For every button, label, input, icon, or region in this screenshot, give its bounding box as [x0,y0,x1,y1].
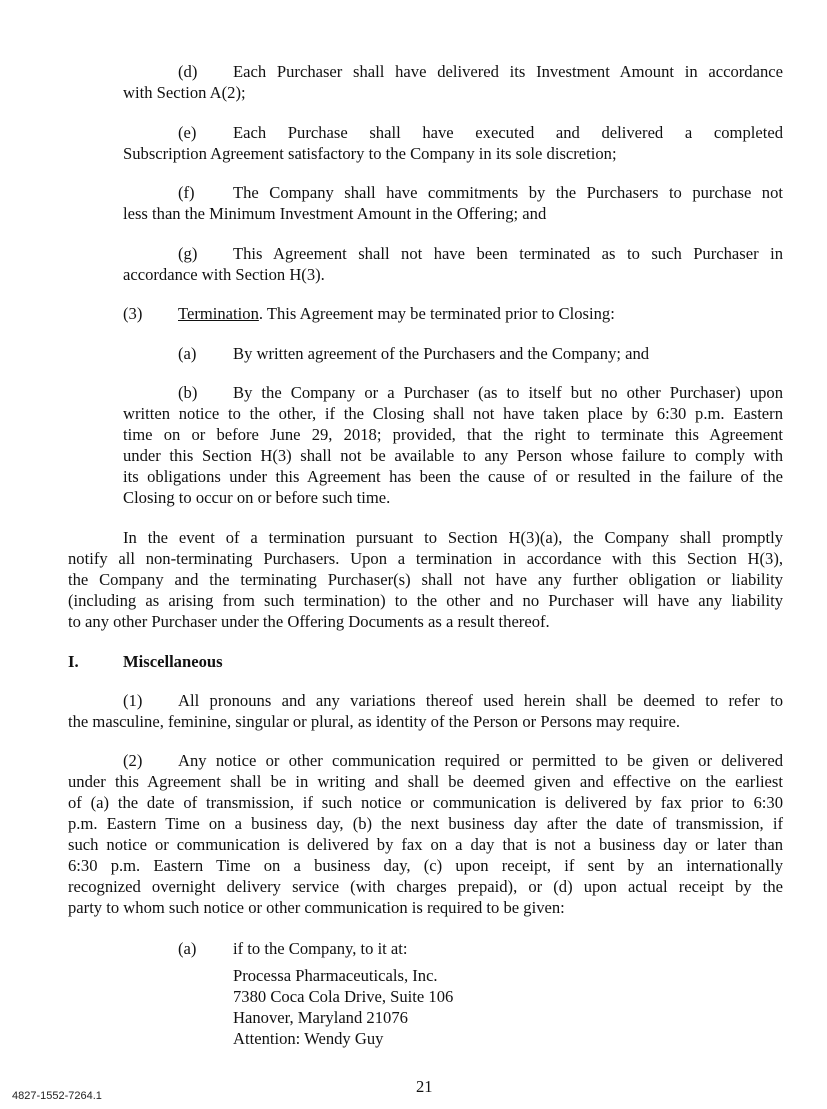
termination-effect-line: (including as arising from such termination) to the other and no Purchaser will have any liability [68,591,783,610]
item-g [123,243,783,285]
misc-2-label: (2) [123,751,143,770]
termination-b-line: its obligations under this Agreement has been the cause of or resulted in the failure of the [123,467,783,486]
misc-2-line: under this Agreement shall be in writing and shall be deemed given and effective on the earliest [68,772,783,791]
address-line-company-name: Processa Pharmaceuticals, Inc. [233,966,438,985]
termination-a-label: (a) [178,344,197,363]
termination-b-line: time on or before June 29, 2018; provided, that the right to terminate this Agreement [123,425,783,444]
termination-b [123,382,783,508]
item-e-line1: Each Purchase shall have executed and delivered a completed [233,123,783,142]
item-d [123,61,783,103]
misc-2-line: of (a) the date of transmission, if such notice or communication is delivered by fax prior to 6:30 [68,793,783,812]
item-e [123,122,783,164]
item-f-line2: less than the Minimum Investment Amount in the Offering; and [123,204,547,223]
termination-intro: . This Agreement may be terminated prior to Closing: [258,304,615,323]
termination-effect-line: to any other Purchaser under the Offering Documents as a result thereof. [68,612,550,631]
item-f-label: (f) [178,183,195,202]
termination-b-line: By the Company or a Purchaser (as to itself but no other Purchaser) upon [233,383,783,402]
notice-company [178,938,408,959]
misc-2-line: recognized overnight delivery service (with charges prepaid), or (d) upon actual receipt by the [68,877,783,896]
item-f-line1: The Company shall have commitments by the Purchasers to purchase not [233,183,783,202]
address-line-attention: Attention: Wendy Guy [233,1029,384,1048]
termination-b-line: Closing to occur on or before such time. [123,488,391,507]
item-g-line1: This Agreement shall not have been terminated as to such Purchaser in [233,244,783,263]
termination-label: (3) [123,304,143,323]
misc-2-line: 6:30 p.m. Eastern Time on a business day, (c) upon receipt, if sent by an internationally [68,856,783,875]
item-g-line2: accordance with Section H(3). [123,265,325,284]
misc-2-line: party to whom such notice or other communication is required to be given: [68,898,565,917]
termination-effect-line: In the event of a termination pursuant to Section H(3)(a), the Company shall promptly [123,528,783,547]
termination-a [178,343,649,364]
misc-2-line: p.m. Eastern Time on a business day, (b) the next business day after the date of transmission, if [68,814,783,833]
item-f [123,182,783,224]
company-address [233,965,453,1049]
misc-1-line: the masculine, feminine, singular or plural, as identity of the Person or Persons may require. [68,712,680,731]
item-e-label: (e) [178,123,197,142]
item-g-label: (g) [178,244,198,263]
termination-effect-line: notify all non-terminating Purchasers. Upon a termination in accordance with this Section H(3), [68,549,783,568]
termination-b-line: under this Section H(3) shall not be available to any Person whose failure to comply with [123,446,783,465]
address-line-street: 7380 Coca Cola Drive, Suite 106 [233,987,454,1006]
section-i-number: I. [68,652,79,671]
item-d-line1: Each Purchaser shall have delivered its Investment Amount in accordance [233,62,783,81]
page-number: 21 [416,1077,433,1096]
misc-2-paragraph [68,750,783,918]
notice-company-intro: if to the Company, to it at: [233,939,408,958]
misc-1-paragraph [68,690,783,732]
termination-effect-paragraph [68,527,783,632]
termination-b-label: (b) [178,383,198,402]
misc-1-label: (1) [123,691,143,710]
section-i-title: Miscellaneous [123,652,223,671]
termination-b-line: written notice to the other, if the Closing shall not have taken place by 6:30 p.m. Eastern [123,404,783,423]
document-id: 4827-1552-7264.1 [12,1090,102,1102]
termination-heading: Termination [178,304,259,323]
item-e-line2: Subscription Agreement satisfactory to the Company in its sole discretion; [123,144,617,163]
misc-2-line: Any notice or other communication required or permitted to be given or delivered [178,751,783,770]
notice-company-label: (a) [178,939,197,958]
misc-1-line: All pronouns and any variations thereof used herein shall be deemed to refer to [178,691,783,710]
item-d-label: (d) [178,62,198,81]
address-line-city: Hanover, Maryland 21076 [233,1008,408,1027]
section-i-heading [68,651,223,672]
termination-heading-row [123,303,615,324]
item-d-line2: with Section A(2); [123,83,246,102]
termination-a-text: By written agreement of the Purchasers and the Company; and [233,344,650,363]
termination-effect-line: the Company and the terminating Purchaser(s) shall not have any further obligation or liability [68,570,783,589]
misc-2-line: such notice or communication is delivered by fax on a day that is not a business day or later than [68,835,783,854]
